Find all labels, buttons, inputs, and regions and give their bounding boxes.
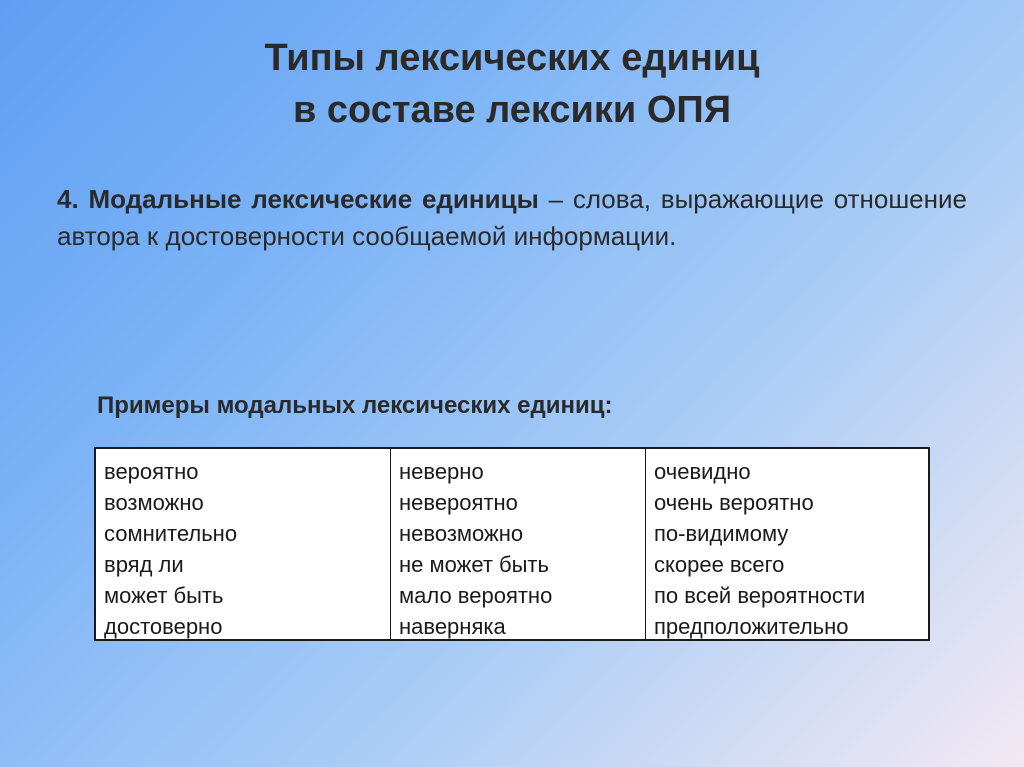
definition-paragraph (57, 181, 967, 255)
examples-table (94, 447, 930, 641)
table-cell: очень вероятно (654, 490, 814, 515)
table-cell: вероятно (104, 459, 199, 484)
slide-title-line-1: Типы лексических единиц (264, 37, 760, 79)
table-cell: по всей вероятности (654, 583, 866, 608)
table-cell: скорее всего (654, 552, 785, 577)
table-cell: неверно (399, 459, 484, 484)
definition-term: 4. Модальные лексические единицы (57, 184, 539, 214)
definition-text: – слова, выражающие отношение автора к достоверности сообщаемой информации. (57, 184, 967, 251)
table-column-2 (391, 449, 646, 639)
table-cell: по-видимому (654, 521, 789, 546)
table-cell: сомнительно (104, 521, 238, 546)
table-cell: невероятно (399, 490, 518, 515)
table-column-1 (96, 449, 391, 639)
table-cell: невозможно (399, 521, 524, 546)
table-cell: достоверно (104, 614, 223, 639)
table-cell: не может быть (399, 552, 549, 577)
table-cell: предположительно (654, 614, 849, 639)
examples-heading: Примеры модальных лексических единиц: (97, 392, 613, 419)
slide-title (0, 32, 1024, 136)
table-cell: наверняка (399, 614, 506, 639)
slide-title-line-2: в составе лексики ОПЯ (292, 89, 732, 131)
table-cell: мало вероятно (399, 583, 553, 608)
table-column-3 (646, 449, 928, 639)
table-cell: может быть (104, 583, 224, 608)
table-cell: возможно (104, 490, 204, 515)
table-cell: очевидно (654, 459, 751, 484)
table-cell: вряд ли (104, 552, 184, 577)
